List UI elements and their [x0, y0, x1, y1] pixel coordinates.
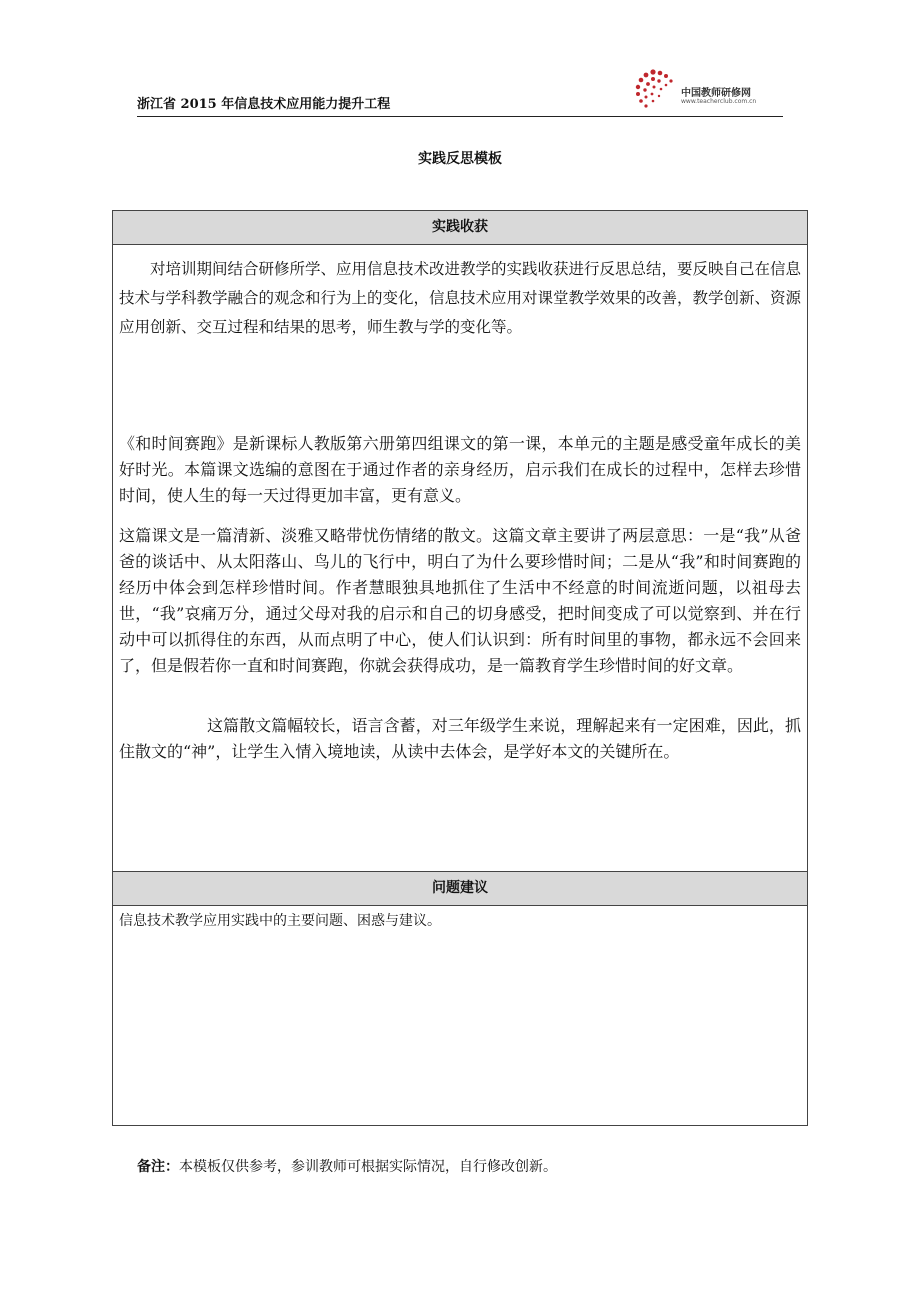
- practice-paragraph-1: 《和时间赛跑》是新课标人教版第六册第四组课文的第一课，本单元的主题是感受童年成长的美好时光。本篇课文选编的意图在于通过作者的亲身经历，启示我们在成长的过程中，怎样去珍惜时间，使人生的每一天过得更加丰富，更有意义。: [119, 434, 801, 505]
- practice-paragraph-2: 这篇课文是一篇清新、淡雅又略带忧伤情绪的散文。这篇文章主要讲了两层意思：一是“我”从爸爸的谈话中、从太阳落山、鸟儿的飞行中，明白了为什么要珍惜时间；二是从“我”和时间赛跑的经历中体会到怎样珍惜时间。作者慧眼独具地抓住了生活中不经意的时间流逝问题，以祖母去世，“我”哀痛万分，通过父母对我的启示和自己的切身感受，把时间变成了可以觉察到、并在行动中可以抓得住的东西，从而点明了中心，使人们认识到：所有时间里的事物，都永远不会回来了，但是假若你一直和时间赛跑，你就会获得成功，是一篇教育学生珍惜时间的好文章。: [119, 526, 801, 675]
- practice-section-heading: 实践收获: [113, 211, 807, 245]
- footnote: [137, 1156, 557, 1176]
- issues-section-heading: 问题建议: [113, 871, 807, 906]
- logo-dots-icon: [633, 68, 679, 112]
- practice-paragraph-3: 这篇散文篇幅较长，语言含蓄，对三年级学生来说，理解起来有一定困难，因此，抓住散文的“神”，让学生入情入境地读，从读中去体会，是学好本文的关键所在。: [119, 716, 801, 761]
- practice-instruction: 对培训期间结合研修所学、应用信息技术改进教学的实践收获进行反思总结，要反映自己在信息技术与学科教学融合的观念和行为上的变化，信息技术应用对课堂教学效果的改善，教学创新、资源应用创新、交互过程和结果的思考，师生教与学的变化等。: [119, 260, 802, 336]
- logo-url: www.teacherclub.com.cn: [681, 98, 757, 105]
- logo-name: 中国教师研修网: [681, 88, 751, 99]
- document-title: 实践反思模板: [418, 151, 502, 167]
- teacherclub-logo: [633, 68, 783, 112]
- header-title: 浙江省 2015 年信息技术应用能力提升工程: [137, 97, 391, 112]
- footnote-label: 备注：: [137, 1159, 179, 1175]
- footnote-text: 本模板仅供参考，参训教师可根据实际情况，自行修改创新。: [179, 1159, 557, 1175]
- page-header: [137, 60, 783, 117]
- issues-instruction: 信息技术教学应用实践中的主要问题、困惑与建议。: [119, 913, 441, 929]
- reflection-form-table: [112, 210, 808, 1126]
